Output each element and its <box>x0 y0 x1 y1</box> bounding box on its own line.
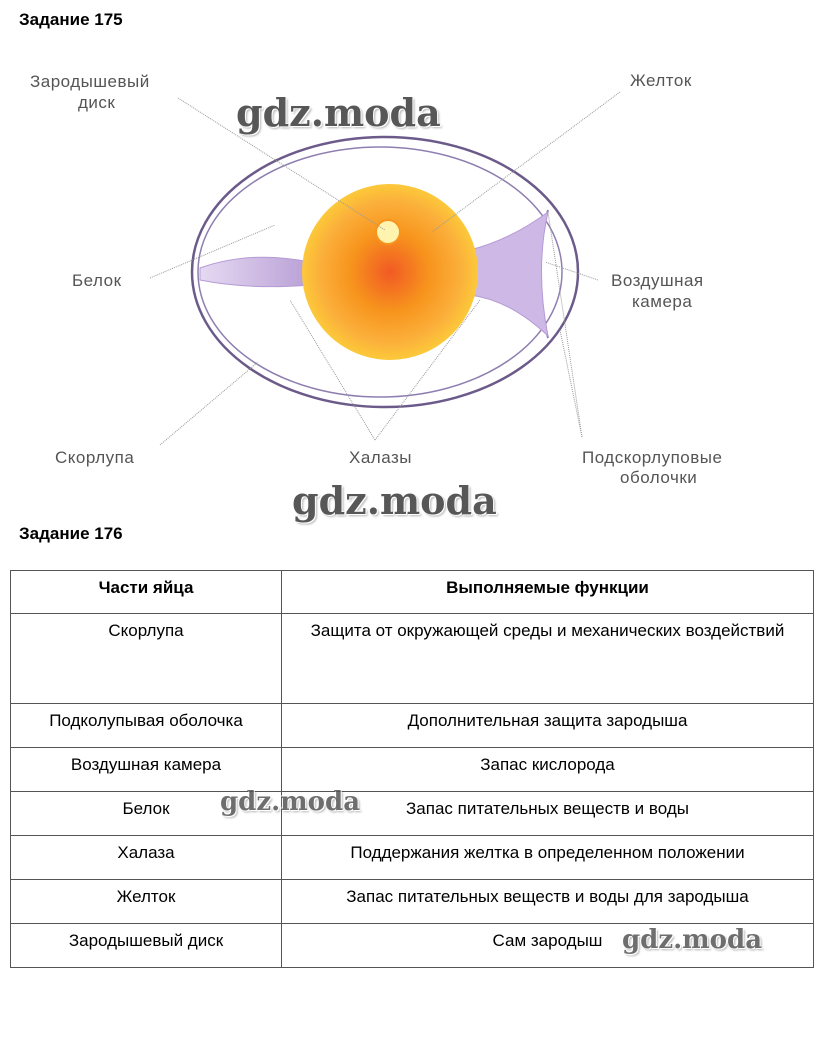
germinal-disc <box>376 220 400 244</box>
cell-function: Сам зародыш <box>282 924 814 968</box>
cell-part: Белок <box>11 792 282 836</box>
label-chalazae: Халазы <box>349 448 412 467</box>
table-row <box>11 836 814 880</box>
cell-part: Зародышевый диск <box>11 924 282 968</box>
cell-part: Подколупывая оболочка <box>11 704 282 748</box>
cell-function: Запас кислорода <box>282 748 814 792</box>
table-row <box>11 704 814 748</box>
cell-function: Защита от окружающей среды и механических воздействий <box>282 614 814 704</box>
label-yolk: Желток <box>630 71 692 90</box>
table-header-row <box>11 571 814 614</box>
cell-function: Дополнительная защита зародыша <box>282 704 814 748</box>
label-membranes-line2: оболочки <box>620 468 698 487</box>
cell-part: Желток <box>11 880 282 924</box>
label-germinal-disc-line1: Зародышевый <box>30 72 150 91</box>
label-germinal-disc-line2: диск <box>78 93 116 112</box>
egg-parts-table <box>10 570 814 968</box>
cell-part: Халаза <box>11 836 282 880</box>
watermark: gdz.moda <box>292 478 497 523</box>
table-row <box>11 880 814 924</box>
watermark: gdz.moda <box>622 925 763 955</box>
cell-function: Запас питательных веществ и воды для зародыша <box>282 880 814 924</box>
column-header-functions: Выполняемые функции <box>282 571 814 614</box>
watermark: gdz.moda <box>236 90 441 135</box>
column-header-parts: Части яйца <box>11 571 282 614</box>
label-shell: Скорлупа <box>55 448 135 467</box>
task-176-heading: Задание 176 <box>19 524 123 543</box>
label-air-cell-line2: камера <box>632 292 693 311</box>
chalaza-left <box>200 257 310 286</box>
cell-part: Воздушная камера <box>11 748 282 792</box>
table-row <box>11 748 814 792</box>
table-row <box>11 792 814 836</box>
cell-part: Скорлупа <box>11 614 282 704</box>
label-membranes-line1: Подскорлуповые <box>582 448 723 467</box>
task-175-heading: Задание 175 <box>19 10 123 29</box>
cell-function: Запас питательных веществ и воды <box>282 792 814 836</box>
cell-function: Поддержания желтка в определенном положении <box>282 836 814 880</box>
chalaza-right <box>470 212 548 336</box>
label-air-cell-line1: Воздушная <box>611 271 704 290</box>
label-white: Белок <box>72 271 122 290</box>
watermark: gdz.moda <box>220 787 361 817</box>
yolk <box>302 184 478 360</box>
table-row <box>11 614 814 704</box>
